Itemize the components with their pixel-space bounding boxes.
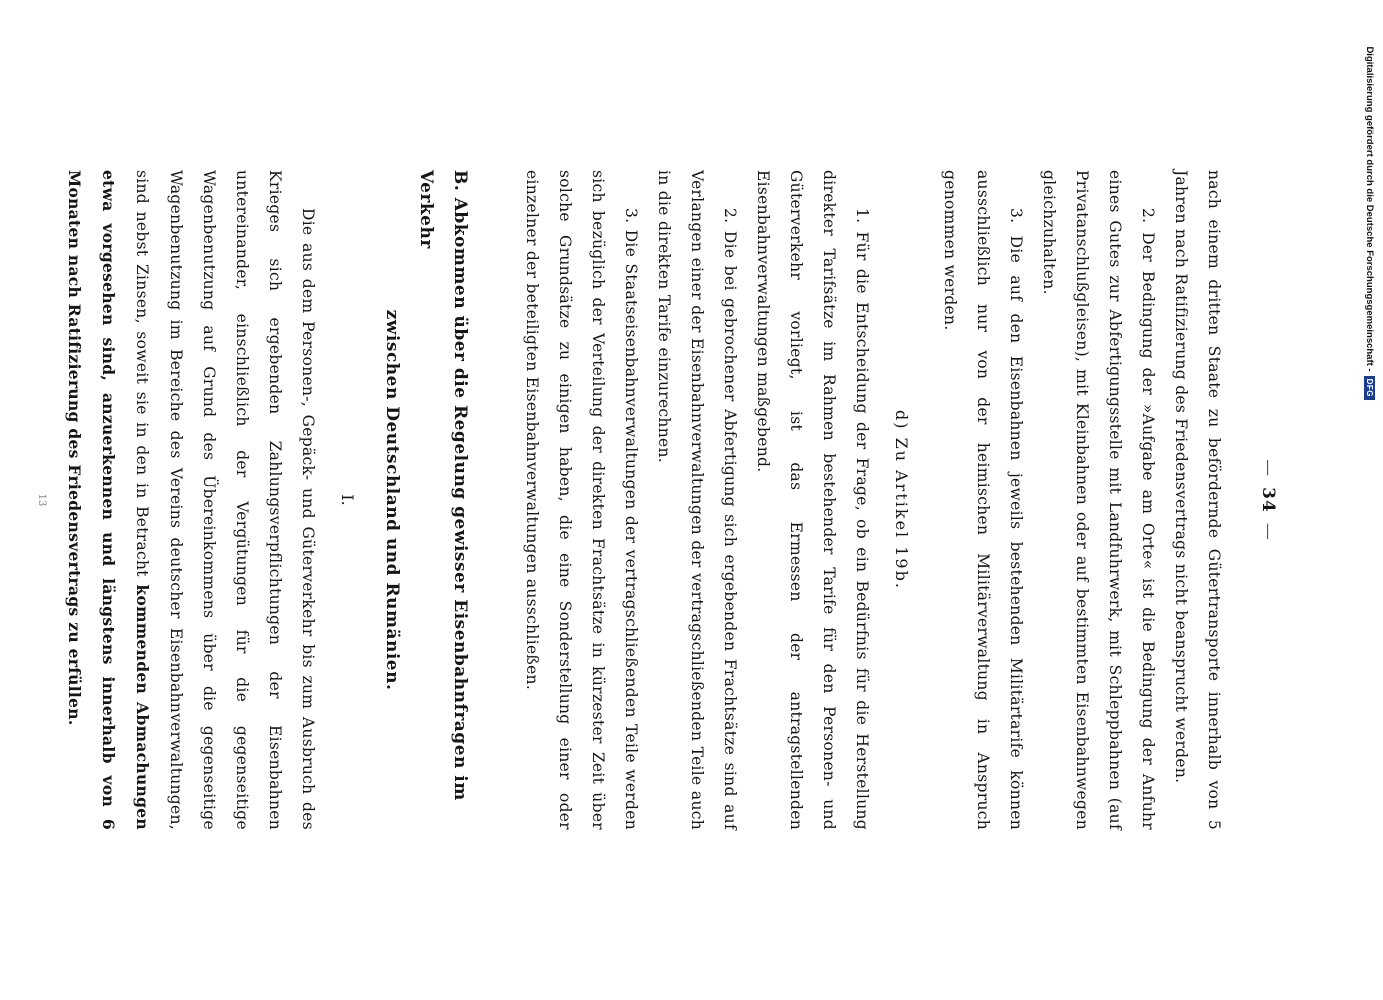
footer-mark: 13	[36, 493, 47, 507]
section-b-paragraph	[57, 170, 324, 830]
section-b-roman-numeral: I.	[338, 494, 357, 506]
section-d-heading: d) Zu Artikel 19b.	[892, 410, 911, 590]
paragraph-2: 2. Der Bedingung der »Aufgabe am Orte« ist die Bedingung der Anfuhr eines Gutes zur Abfertigungsstelle mit Landfuhrwerk, mit Schleppbahnen (auf Privatanschlußgleisen), mit Kleinbahnen oder auf bestimmten Eisenbahnwegen gleichzuhalten.	[1040, 170, 1157, 830]
section-d-paragraph-2: 2. Die bei gebrochener Abfertigung sich ergebenden Frachtsätze sind auf Verlangen einer der Eisenbahnverwaltungen der vertragschließenden Teile auch in die direkten Tarife einzurechnen.	[655, 170, 739, 830]
paragraph-continuation: nach einem dritten Staate zu befördernde Gütertransporte innerhalb von 5 Jahren nach Ratifizierung des Friedensvertrags nicht beansprucht werden.	[1172, 170, 1223, 830]
rotated-page-container	[36, 170, 1278, 870]
dfg-credit-strip	[1362, 8, 1378, 400]
paragraph-3: 3. Die auf den Eisenbahnen jeweils bestehenden Militärtarife können ausschließlich nur von der heimischen Militärverwaltung in Anspruch genommen werden.	[941, 170, 1025, 830]
dfg-logo: DFG	[1365, 376, 1376, 400]
section-d-paragraph-1: 1. Für die Entscheidung der Frage, ob ein Bedürfnis für die Herstellung direkter Tarifsätze im Rahmen bestehender Tarife für den Personen- und Güterverkehr vorliegt, ist das Ermessen der antragstellenden Eisenbahnverwaltungen maßgebend.	[754, 170, 871, 830]
section-b-heading-line2: zwischen Deutschland und Rumänien.	[382, 309, 402, 691]
section-b-heading-line1: B. Abkommen über die Regelung gewisser Eisenbahnfragen im Verkehr	[416, 170, 470, 801]
section-b-paragraph-bold: kommenden Abmachungen etwa vorgesehen sind, anzuerkennen und längstens innerhalb von 6 Monaten nach Ratifizierung des Friedensvertrags zu erfüllen.	[65, 170, 152, 830]
section-b-paragraph-text: Die aus dem Personen-, Gepäck- und Güterverkehr bis zum Ausbruch des Krieges sich ergebenden Zahlungsverpflichtungen der Eisenbahnen untereinander, einschließlich der Vergütungen für die gegenseitige Wagenbenutzung auf Grund des Übereinkommens über die gegenseitige Wagenbenutzung im Bereiche des Vereins deutscher Eisenbahnverwaltungen, sind nebst Zinsen, soweit sie in den in Betracht	[133, 170, 317, 830]
dfg-credit-inner	[1362, 8, 1378, 400]
dfg-credit-text: Digitalisierung gefördert durch die Deutsche Forschungsgemeinschaft -	[1364, 46, 1376, 372]
section-b-heading	[375, 170, 477, 830]
page-number: — 34 —	[1258, 170, 1278, 830]
page-text-block	[36, 170, 1278, 870]
section-d-paragraph-3: 3. Die Staatseisenbahnverwaltungen der vertragschließenden Teile werden sich bezüglich der Verteilung der direkten Frachtsätze in kürzester Zeit über solche Grundsätze zu einigen haben, die eine Sonderstellung einer oder einzelner der beteiligten Eisenbahnverwaltungen ausschließen.	[523, 170, 640, 830]
